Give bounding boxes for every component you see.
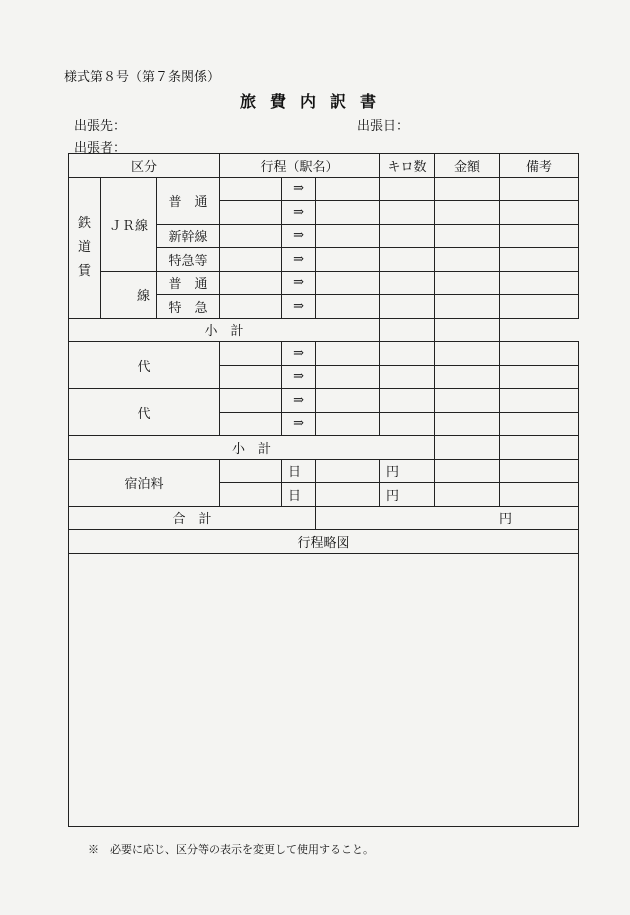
remarks-cell[interactable]	[500, 483, 579, 507]
remarks-cell[interactable]	[500, 342, 579, 366]
route-arrow: ⇒	[282, 342, 316, 366]
amount-cell[interactable]	[435, 271, 500, 295]
remarks-cell[interactable]	[500, 248, 579, 272]
header-amount: 金額	[435, 154, 500, 178]
to-station-cell[interactable]	[316, 342, 380, 366]
remarks-cell[interactable]	[500, 412, 579, 436]
route-arrow: ⇒	[282, 271, 316, 295]
from-station-cell[interactable]	[220, 248, 282, 272]
other-fare-label: 代	[69, 342, 220, 389]
remarks-cell[interactable]	[500, 459, 579, 483]
to-station-cell[interactable]	[316, 224, 380, 248]
route-map-area[interactable]	[69, 553, 579, 826]
route-arrow: ⇒	[282, 365, 316, 389]
from-station-cell[interactable]	[220, 224, 282, 248]
from-station-cell[interactable]	[220, 177, 282, 201]
amount-cell[interactable]	[435, 224, 500, 248]
amount-cell[interactable]	[435, 295, 500, 319]
from-station-cell[interactable]	[220, 365, 282, 389]
amount-cell[interactable]	[435, 342, 500, 366]
total-label: 合 計	[69, 506, 316, 530]
to-station-cell[interactable]	[316, 412, 380, 436]
km-cell[interactable]	[380, 201, 435, 225]
to-station-cell[interactable]	[316, 295, 380, 319]
km-cell[interactable]	[380, 412, 435, 436]
form-number-label: 様式第８号（第７条関係）	[64, 70, 221, 85]
amount-cell[interactable]	[435, 483, 500, 507]
jr-tokkyu-etc-label: 特急等	[157, 248, 220, 272]
km-cell[interactable]	[380, 389, 435, 413]
trip-date-label: 出張日：	[357, 119, 410, 134]
table-row	[69, 389, 579, 413]
jr-futsu-label: 普 通	[157, 177, 220, 224]
route-arrow: ⇒	[282, 412, 316, 436]
route-arrow: ⇒	[282, 224, 316, 248]
other-futsu-label: 普 通	[157, 271, 220, 295]
route-map-label: 行程略図	[69, 530, 579, 554]
footnote: ※ 必要に応じ、区分等の表示を変更して使用すること。	[88, 843, 374, 856]
km-cell[interactable]	[380, 295, 435, 319]
from-station-cell[interactable]	[220, 271, 282, 295]
remarks-cell[interactable]	[500, 201, 579, 225]
header-km: キロ数	[380, 154, 435, 178]
rail-subtotal-remarks[interactable]	[435, 318, 500, 342]
km-cell[interactable]	[380, 177, 435, 201]
from-station-cell[interactable]	[220, 201, 282, 225]
lodging-nights-cell[interactable]	[316, 483, 380, 507]
to-station-cell[interactable]	[316, 248, 380, 272]
traveler-label: 出張者：	[74, 141, 127, 156]
lodging-label: 宿泊料	[69, 459, 220, 506]
table-row	[69, 506, 579, 530]
header-category: 区分	[69, 154, 220, 178]
table-row	[69, 271, 579, 295]
from-station-cell[interactable]	[220, 389, 282, 413]
subtotal-amount[interactable]	[435, 436, 500, 460]
amount-cell[interactable]	[435, 365, 500, 389]
to-station-cell[interactable]	[316, 365, 380, 389]
km-cell[interactable]	[380, 365, 435, 389]
amount-cell[interactable]	[435, 201, 500, 225]
from-station-cell[interactable]	[220, 342, 282, 366]
table-row	[69, 459, 579, 483]
header-remarks: 備考	[500, 154, 579, 178]
amount-cell[interactable]	[435, 177, 500, 201]
table-row	[69, 530, 579, 554]
table-row	[69, 436, 579, 460]
total-amount-cell[interactable]: 円	[316, 506, 579, 530]
other-line-label: 線	[101, 271, 157, 318]
lodging-rate-cell[interactable]	[220, 483, 282, 507]
amount-cell[interactable]	[435, 389, 500, 413]
other-tokkyu-label: 特 急	[157, 295, 220, 319]
lodging-day-unit: 日	[282, 459, 316, 483]
remarks-cell[interactable]	[500, 365, 579, 389]
to-station-cell[interactable]	[316, 177, 380, 201]
route-arrow: ⇒	[282, 248, 316, 272]
route-arrow: ⇒	[282, 201, 316, 225]
subtotal-remarks[interactable]	[500, 436, 579, 460]
amount-cell[interactable]	[435, 248, 500, 272]
remarks-cell[interactable]	[500, 224, 579, 248]
other-fare-label: 代	[69, 389, 220, 436]
lodging-rate-cell[interactable]	[220, 459, 282, 483]
km-cell[interactable]	[380, 342, 435, 366]
jr-line-label: ＪＲ線	[101, 177, 157, 271]
expense-breakdown-table	[68, 153, 579, 827]
table-row	[69, 342, 579, 366]
lodging-day-unit: 日	[282, 483, 316, 507]
table-header-row	[69, 154, 579, 178]
remarks-cell[interactable]	[500, 177, 579, 201]
route-arrow: ⇒	[282, 177, 316, 201]
lodging-yen-unit: 円	[380, 459, 435, 483]
rail-subtotal-label: 小 計	[69, 318, 380, 342]
to-station-cell[interactable]	[316, 271, 380, 295]
remarks-cell[interactable]	[500, 295, 579, 319]
amount-cell[interactable]	[435, 459, 500, 483]
amount-cell[interactable]	[435, 412, 500, 436]
table-row	[69, 553, 579, 826]
route-arrow: ⇒	[282, 295, 316, 319]
lodging-yen-unit: 円	[380, 483, 435, 507]
from-station-cell[interactable]	[220, 412, 282, 436]
rail-fare-label: 鉄道賃	[69, 177, 101, 318]
km-cell[interactable]	[380, 248, 435, 272]
remarks-cell[interactable]	[500, 389, 579, 413]
lodging-nights-cell[interactable]	[316, 459, 380, 483]
document-title: 旅費内訳書	[239, 92, 390, 111]
destination-label: 出張先：	[74, 119, 127, 134]
route-arrow: ⇒	[282, 389, 316, 413]
table-row	[69, 318, 579, 342]
jr-shinkansen-label: 新幹線	[157, 224, 220, 248]
to-station-cell[interactable]	[316, 389, 380, 413]
table-row	[69, 177, 579, 201]
from-station-cell[interactable]	[220, 295, 282, 319]
km-cell[interactable]	[380, 224, 435, 248]
km-cell[interactable]	[380, 271, 435, 295]
remarks-cell[interactable]	[500, 271, 579, 295]
header-itinerary: 行程（駅名）	[220, 154, 380, 178]
subtotal-label: 小 計	[69, 436, 435, 460]
to-station-cell[interactable]	[316, 201, 380, 225]
rail-subtotal-amount[interactable]	[380, 318, 435, 342]
